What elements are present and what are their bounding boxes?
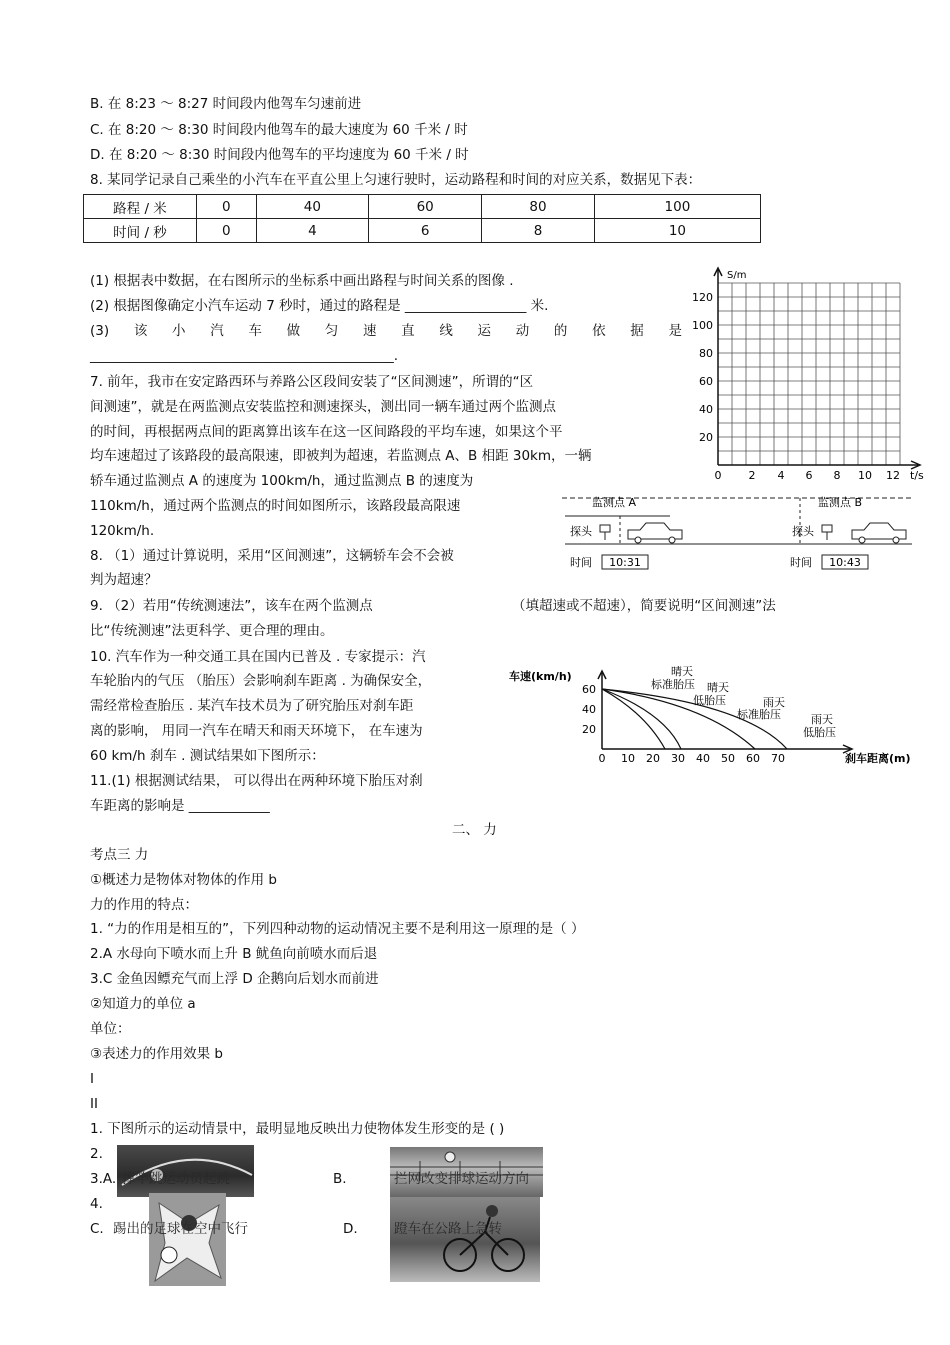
table-cell: 0 <box>197 195 257 219</box>
q7-line: 120km/h. <box>90 523 155 539</box>
photo-cycling <box>390 1197 540 1282</box>
caption-d-text: 蹬车在公路上急转 <box>394 1221 502 1237</box>
q9-line2: 比“传统测速”法更科学、更合理的理由。 <box>90 623 334 639</box>
deform-question: 1. 下图所示的运动情景中，最明显地反映出力使物体发生形变的是 ( ) <box>90 1121 505 1137</box>
q8-part-3-char: 线 <box>439 323 453 339</box>
section-title: 二、 力 <box>452 822 497 838</box>
caption-c-text: 踢出的足球在空中飞行 <box>113 1221 248 1237</box>
q8-part-3-blank: _____________________________________________. <box>90 348 399 364</box>
table-cell: 8 <box>482 219 595 243</box>
distance-time-table <box>83 194 761 243</box>
q8-part-3-char: 的 <box>553 323 568 339</box>
q7-line: 间测速”，就是在两监测点安装监控和测速探头，测出同一辆车通过两个监测点 <box>90 399 556 415</box>
st-y-tick: 40 <box>699 403 713 416</box>
q10-line: 车轮胎内的气压 （胎压）会影响刹车距离 . 为确保安全， <box>90 673 432 689</box>
probe-label-b: 探头 <box>792 525 814 538</box>
item-2: ②知道力的单位 a <box>90 996 196 1012</box>
curve-label: 晴天 <box>671 665 693 678</box>
brake-x-tick: 50 <box>721 752 735 765</box>
table-cell: 60 <box>369 195 482 219</box>
q10-line: 需经常检查胎压 . 某汽车技术员为了研究胎压对刹车距 <box>90 698 414 714</box>
q8-part-1: (1) 根据表中数据，在右图所示的坐标系中画出路程与时间关系的图像 . <box>90 273 514 289</box>
table-cell: 0 <box>197 219 257 243</box>
st-graph <box>690 262 940 490</box>
q11-line: 11.(1) 根据测试结果， 可以得出在两种环境下胎压对刹 <box>90 773 423 789</box>
brake-y-tick: 40 <box>582 703 596 716</box>
table-cell: 100 <box>594 195 760 219</box>
st-y-tick: 120 <box>692 291 713 304</box>
q8-part-3-char: 依 <box>592 323 606 339</box>
camera-icon <box>822 525 832 540</box>
q8-part-3-char: 车 <box>248 323 262 339</box>
st-x-tick: 4 <box>777 469 785 482</box>
curve-label: 标准胎压 <box>737 708 781 721</box>
caption-a-prefix: 3.A. <box>90 1171 117 1187</box>
option-d: D. 在 8:20 ～ 8:30 时间段内他驾车的平均速度为 60 千米 / 时 <box>90 147 469 163</box>
q8b-line: 8. （1）通过计算说明，采用“区间测速”，这辆轿车会不会被 <box>90 548 454 564</box>
monitor-point-b: 监测点 B <box>818 496 863 509</box>
q8-part-3-char: 匀 <box>324 323 339 339</box>
brake-y-tick: 20 <box>582 723 596 736</box>
st-grid-lines <box>718 283 900 465</box>
q7-line: 110km/h，通过两个监测点的时间如图所示，该路段最高限速 <box>90 498 461 514</box>
curve-label: 低胎压 <box>803 726 836 739</box>
force-options-cd: 3.C 金鱼因鳔充气而上浮 D 企鹅向后划水而前进 <box>90 971 379 987</box>
q8-part-3-char: 汽 <box>210 323 224 339</box>
st-x-tick: 2 <box>748 469 756 482</box>
kaodian-label: 考点三 力 <box>90 847 149 863</box>
unit-label: 单位： <box>90 1021 131 1037</box>
q9-right: （填超速或不超速），简要说明“区间测速”法 <box>512 598 776 614</box>
q7-line: 的时间，再根据两点间的距离算出该车在这一区间路段的平均车速，如果这个平 <box>90 424 563 440</box>
q8-part-3-char: 据 <box>630 323 644 339</box>
curve-label: 雨天 <box>763 696 785 709</box>
option-b: B. 在 8:23 ～ 8:27 时间段内他驾车匀速前进 <box>90 96 362 112</box>
number-four: 4. <box>90 1196 103 1212</box>
st-x-tick: 0 <box>714 469 722 482</box>
brake-x-tick: 30 <box>671 752 685 765</box>
roman-one: I <box>90 1071 94 1087</box>
st-y-tick: 80 <box>699 347 713 360</box>
caption-b-text: 拦网改变排球运动方向 <box>394 1171 529 1187</box>
question-8-intro: 8. 某同学记录自己乘坐的小汽车在平直公里上匀速行驶时，运动路程和时间的对应关系，数据见下表： <box>90 172 702 188</box>
q10-line: 离的影响， 用同一汽车在晴天和雨天环境下， 在车速为 <box>90 723 423 739</box>
st-y-tick: 60 <box>699 375 713 388</box>
brake-x-tick: 60 <box>746 752 760 765</box>
brake-x-tick: 70 <box>771 752 785 765</box>
curve-label: 标准胎压 <box>651 678 695 691</box>
q8-part-3 <box>90 322 682 340</box>
curve-label: 雨天 <box>811 713 833 726</box>
time-label-a: 时间 <box>570 556 592 569</box>
monitor-point-a: 监测点 A <box>592 496 637 509</box>
curve-label: 晴天 <box>707 681 729 694</box>
car-icon <box>628 523 682 543</box>
caption-b-prefix: B. <box>333 1171 347 1187</box>
car-icon <box>852 523 906 543</box>
q8-part-3-char: 该 <box>133 323 148 339</box>
table-cell: 路程 / 米 <box>84 195 197 219</box>
features-label: 力的作用的特点： <box>90 897 198 913</box>
time-a: 10:31 <box>609 556 641 569</box>
q8-part-3-char: 动 <box>515 323 530 339</box>
table-cell: 6 <box>369 219 482 243</box>
brake-chart <box>505 663 945 770</box>
st-x-tick: 6 <box>805 469 813 482</box>
table-cell: 80 <box>482 195 595 219</box>
curve-label: 低胎压 <box>693 694 726 707</box>
st-y-axis-label: S/m <box>727 270 747 281</box>
option-c: C. 在 8:20 ～ 8:30 时间段内他驾车的最大速度为 60 千米 / 时 <box>90 122 468 138</box>
table-row <box>84 195 761 219</box>
photo-football <box>149 1193 226 1286</box>
brake-y-axis-label: 车速(km/h) <box>509 670 572 683</box>
number-two: 2. <box>90 1146 103 1162</box>
st-x-tick: 12 <box>886 469 900 482</box>
brake-x-tick: 40 <box>696 752 710 765</box>
caption-a-text: 撑竿跳运动员起跳 <box>122 1171 230 1187</box>
time-b: 10:43 <box>829 556 861 569</box>
st-x-tick: 8 <box>833 469 841 482</box>
q7-line: 轿车通过监测点 A 的速度为 100km/h，通过监测点 B 的速度为 <box>90 473 474 489</box>
q11-line: 车距离的影响是 ____________ <box>90 798 270 814</box>
table-cell: 时间 / 秒 <box>84 219 197 243</box>
force-options-ab: 2.A 水母向下喷水而上升 B 鱿鱼向前喷水而后退 <box>90 946 378 962</box>
time-label-b: 时间 <box>790 556 812 569</box>
st-y-tick: 100 <box>692 319 713 332</box>
table-cell: 40 <box>256 195 369 219</box>
table-cell: 4 <box>256 219 369 243</box>
brake-y-tick: 60 <box>582 683 596 696</box>
table-cell: 10 <box>594 219 760 243</box>
st-x-axis-label: t/s <box>910 469 924 482</box>
brake-x-axis-label: 刹车距离(m) <box>845 752 911 765</box>
q8-part-3-char: (3) <box>90 323 110 339</box>
curve-rain-standard <box>602 689 755 749</box>
caption-c-prefix: C. <box>90 1221 104 1237</box>
camera-icon <box>600 525 610 540</box>
brake-x-tick: 10 <box>621 752 635 765</box>
table-row <box>84 219 761 243</box>
curve-sunny-standard <box>602 689 665 749</box>
q8-part-3-char: 小 <box>172 323 186 339</box>
force-question-1: 1. “力的作用是相互的”，下列四种动物的运动情况主要不是利用这一原理的是（ ） <box>90 921 585 937</box>
item-1: ①概述力是物体对物体的作用 b <box>90 872 277 888</box>
st-y-tick: 20 <box>699 431 713 444</box>
q7-line: 7. 前年，我市在安定路西环与养路公区段间安装了“区间测速”，所谓的“区 <box>90 374 534 390</box>
q8-part-3-char: 运 <box>477 323 491 339</box>
probe-label-a: 探头 <box>570 525 592 538</box>
q10-line: 60 km/h 刹车 . 测试结果如下图所示： <box>90 748 325 764</box>
brake-x-tick: 20 <box>646 752 660 765</box>
q8-part-2: (2) 根据图像确定小汽车运动 7 秒时，通过的路程是 __________________ 米. <box>90 298 549 314</box>
st-x-tick: 10 <box>858 469 872 482</box>
q8b-line: 判为超速？ <box>90 572 158 588</box>
q8-part-3-char: 直 <box>401 323 415 339</box>
q8-part-3-char: 速 <box>362 323 377 339</box>
roman-two: II <box>90 1096 98 1112</box>
q8-part-3-char: 是 <box>668 323 682 339</box>
item-3: ③表述力的作用效果 b <box>90 1046 223 1062</box>
monitor-figure <box>560 492 915 574</box>
brake-x-tick: 0 <box>598 752 606 765</box>
caption-d-prefix: D. <box>343 1221 358 1237</box>
q10-line: 10. 汽车作为一种交通工具在国内已普及 . 专家提示：汽 <box>90 649 426 665</box>
q8-part-3-char: 做 <box>286 323 301 339</box>
q7-line: 均车速超过了该路段的最高限速，即被判为超速，若监测点 A、B 相距 30km，一辆 <box>90 448 592 464</box>
q9-left: 9. （2）若用“传统测速法”，该车在两个监测点 <box>90 598 373 614</box>
